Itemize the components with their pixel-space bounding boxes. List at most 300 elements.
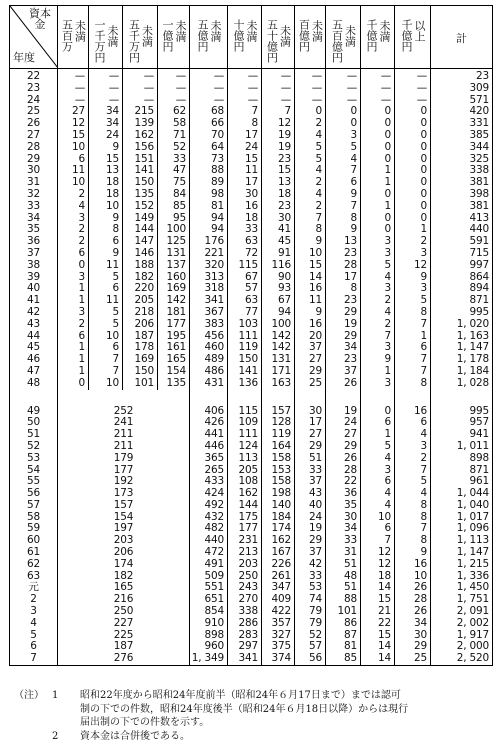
value-cell: 8 bbox=[295, 224, 326, 236]
value-cell: 141 bbox=[228, 366, 262, 378]
year-cell: 4 bbox=[10, 618, 58, 630]
value-cell: 142 bbox=[262, 342, 295, 354]
value-cell: 9 bbox=[295, 236, 326, 248]
value-cell: 37 bbox=[326, 366, 361, 378]
value-cell: 47 bbox=[158, 165, 190, 177]
value-cell: — bbox=[361, 95, 395, 107]
value-cell: 6 bbox=[58, 154, 89, 166]
value-cell: 2 bbox=[295, 177, 326, 189]
value-cell: 5 bbox=[295, 154, 326, 166]
spacer-cell bbox=[326, 390, 361, 406]
value-cell: 3 bbox=[326, 130, 361, 142]
value-cell: 8 bbox=[395, 378, 431, 390]
value-cell: 157 bbox=[262, 406, 295, 418]
value-cell: 37 bbox=[295, 476, 326, 488]
value-cell: 162 bbox=[262, 535, 295, 547]
value-cell: 125 bbox=[158, 236, 190, 248]
value-cell: 136 bbox=[228, 378, 262, 390]
value-cell: 9 bbox=[326, 224, 361, 236]
total-cell: 420 bbox=[431, 106, 493, 118]
year-cell: 26 bbox=[10, 118, 58, 130]
value-cell: 8 bbox=[89, 224, 123, 236]
value-cell: 171 bbox=[262, 366, 295, 378]
value-cell: — bbox=[228, 83, 262, 95]
value-cell: 9 bbox=[361, 354, 395, 366]
year-cell: 38 bbox=[10, 260, 58, 272]
table-row bbox=[10, 130, 493, 142]
value-cell: 29 bbox=[295, 535, 326, 547]
value-cell: 176 bbox=[190, 236, 228, 248]
value-cell: — bbox=[295, 69, 326, 83]
merged-value-cell: 182 bbox=[58, 571, 190, 583]
value-cell: 0 bbox=[361, 118, 395, 130]
value-cell: 19 bbox=[326, 319, 361, 331]
value-cell: 162 bbox=[123, 130, 158, 142]
value-cell: 17 bbox=[228, 177, 262, 189]
value-cell: 5 bbox=[326, 142, 361, 154]
spacer-cell bbox=[10, 390, 58, 406]
value-cell: 11 bbox=[58, 165, 89, 177]
total-cell: 1, 917 bbox=[431, 630, 493, 642]
value-cell: 10 bbox=[58, 177, 89, 189]
value-cell: 15 bbox=[262, 165, 295, 177]
value-cell: 375 bbox=[262, 641, 295, 653]
value-cell: 297 bbox=[228, 641, 262, 653]
value-cell: 0 bbox=[361, 130, 395, 142]
value-cell: 1 bbox=[361, 429, 395, 441]
value-cell: 181 bbox=[158, 307, 190, 319]
value-cell: 16 bbox=[395, 406, 431, 418]
value-cell: 90 bbox=[262, 272, 295, 284]
year-cell: 3 bbox=[10, 606, 58, 618]
footnote-text: 昭和22年度から昭和24年度前半（昭和24年６月17日まで）までは認可 bbox=[80, 690, 401, 701]
value-cell: 270 bbox=[228, 594, 262, 606]
value-cell: 960 bbox=[190, 641, 228, 653]
value-cell: 3 bbox=[58, 307, 89, 319]
value-cell: 84 bbox=[158, 189, 190, 201]
merged-value-cell: 203 bbox=[58, 535, 190, 547]
value-cell: 2 bbox=[295, 118, 326, 130]
total-cell: 1, 044 bbox=[431, 488, 493, 500]
value-cell: 2 bbox=[58, 319, 89, 331]
year-cell: 52 bbox=[10, 441, 58, 453]
value-cell: 51 bbox=[326, 559, 361, 571]
col-header-2: 未満 一千万円 bbox=[89, 6, 123, 69]
value-cell: 6 bbox=[89, 342, 123, 354]
value-cell: 243 bbox=[228, 582, 262, 594]
value-cell: — bbox=[89, 95, 123, 107]
value-cell: 0 bbox=[361, 154, 395, 166]
value-cell: 8 bbox=[395, 512, 431, 524]
total-cell: 331 bbox=[431, 118, 493, 130]
total-cell: 715 bbox=[431, 248, 493, 260]
value-cell: 2 bbox=[395, 236, 431, 248]
value-cell: 9 bbox=[295, 307, 326, 319]
value-cell: 135 bbox=[123, 189, 158, 201]
year-cell: 6 bbox=[10, 641, 58, 653]
total-cell: 325 bbox=[431, 154, 493, 166]
value-cell: 86 bbox=[326, 618, 361, 630]
total-cell: 440 bbox=[431, 224, 493, 236]
value-cell: 64 bbox=[190, 142, 228, 154]
value-cell: 111 bbox=[228, 331, 262, 343]
value-cell: 0 bbox=[395, 189, 431, 201]
value-cell: 1 bbox=[361, 201, 395, 213]
value-cell: 213 bbox=[228, 547, 262, 559]
value-cell: — bbox=[326, 69, 361, 83]
value-cell: 286 bbox=[228, 618, 262, 630]
value-cell: 19 bbox=[295, 523, 326, 535]
value-cell: 154 bbox=[158, 366, 190, 378]
value-cell: 15 bbox=[58, 130, 89, 142]
value-cell: 116 bbox=[262, 260, 295, 272]
merged-value-cell: 154 bbox=[58, 512, 190, 524]
value-cell: 58 bbox=[158, 118, 190, 130]
value-cell: 492 bbox=[190, 500, 228, 512]
total-cell: 398 bbox=[431, 189, 493, 201]
value-cell: 551 bbox=[190, 582, 228, 594]
value-cell: 63 bbox=[228, 236, 262, 248]
value-cell: 7 bbox=[395, 465, 431, 477]
value-cell: 491 bbox=[190, 559, 228, 571]
value-cell: 3 bbox=[395, 248, 431, 260]
group-spacer bbox=[10, 390, 493, 406]
value-cell: — bbox=[58, 83, 89, 95]
total-cell: 591 bbox=[431, 236, 493, 248]
value-cell: 215 bbox=[123, 106, 158, 118]
total-cell: 1, 336 bbox=[431, 571, 493, 583]
value-cell: 509 bbox=[190, 571, 228, 583]
value-cell: 52 bbox=[295, 630, 326, 642]
value-cell: 283 bbox=[228, 630, 262, 642]
merged-value-cell: 227 bbox=[58, 618, 190, 630]
value-cell: 4 bbox=[395, 488, 431, 500]
merged-value-cell: 173 bbox=[58, 488, 190, 500]
value-cell: 29 bbox=[326, 331, 361, 343]
value-cell: 37 bbox=[295, 342, 326, 354]
value-cell: 1 bbox=[58, 354, 89, 366]
value-cell: — bbox=[89, 69, 123, 83]
year-cell: 24 bbox=[10, 95, 58, 107]
total-cell: 2, 002 bbox=[431, 618, 493, 630]
value-cell: 7 bbox=[395, 523, 431, 535]
value-cell: 119 bbox=[228, 342, 262, 354]
value-cell: 8 bbox=[395, 307, 431, 319]
value-cell: 101 bbox=[326, 606, 361, 618]
value-cell: 17 bbox=[228, 130, 262, 142]
value-cell: 27 bbox=[295, 429, 326, 441]
merged-value-cell: 206 bbox=[58, 547, 190, 559]
value-cell: 128 bbox=[262, 417, 295, 429]
value-cell: 3 bbox=[361, 236, 395, 248]
value-cell: 140 bbox=[262, 500, 295, 512]
footnotes bbox=[14, 689, 494, 743]
value-cell: 10 bbox=[395, 571, 431, 583]
value-cell: 24 bbox=[89, 130, 123, 142]
value-cell: 4 bbox=[361, 488, 395, 500]
value-cell: 365 bbox=[190, 453, 228, 465]
value-cell: 94 bbox=[190, 213, 228, 225]
value-cell: — bbox=[262, 83, 295, 95]
value-cell: — bbox=[158, 83, 190, 95]
value-cell: 383 bbox=[190, 319, 228, 331]
table-row bbox=[10, 653, 493, 665]
value-cell: 33 bbox=[295, 465, 326, 477]
value-cell: 115 bbox=[228, 260, 262, 272]
total-cell: 1, 751 bbox=[431, 594, 493, 606]
spacer-cell bbox=[262, 390, 295, 406]
value-cell: 98 bbox=[190, 189, 228, 201]
value-cell: 77 bbox=[228, 307, 262, 319]
value-cell: 115 bbox=[228, 406, 262, 418]
value-cell: 10 bbox=[295, 248, 326, 260]
value-cell: 20 bbox=[295, 331, 326, 343]
value-cell: 489 bbox=[190, 354, 228, 366]
value-cell: 2 bbox=[295, 201, 326, 213]
total-cell: 1, 017 bbox=[431, 512, 493, 524]
value-cell: 854 bbox=[190, 606, 228, 618]
year-cell: 40 bbox=[10, 283, 58, 295]
value-cell: 433 bbox=[190, 476, 228, 488]
value-cell: 12 bbox=[58, 118, 89, 130]
value-cell: 10 bbox=[89, 331, 123, 343]
value-cell: 0 bbox=[395, 118, 431, 130]
value-cell: 250 bbox=[228, 571, 262, 583]
footnote-number: 1 bbox=[52, 690, 59, 701]
value-cell: — bbox=[190, 95, 228, 107]
col-header-11: 以上 千億円 bbox=[395, 6, 431, 69]
value-cell: 8 bbox=[326, 213, 361, 225]
total-cell: 1, 178 bbox=[431, 354, 493, 366]
value-cell: 27 bbox=[326, 429, 361, 441]
value-cell: 5 bbox=[89, 307, 123, 319]
year-cell: 35 bbox=[10, 224, 58, 236]
value-cell: 0 bbox=[326, 118, 361, 130]
value-cell: 26 bbox=[326, 378, 361, 390]
value-cell: 0 bbox=[361, 224, 395, 236]
year-cell: 48 bbox=[10, 378, 58, 390]
value-cell: 5 bbox=[361, 441, 395, 453]
value-cell: 63 bbox=[228, 295, 262, 307]
year-cell: 28 bbox=[10, 142, 58, 154]
value-cell: 103 bbox=[228, 319, 262, 331]
total-cell: 1, 147 bbox=[431, 547, 493, 559]
value-cell: 21 bbox=[361, 606, 395, 618]
spacer-cell bbox=[228, 390, 262, 406]
table-body-group2 bbox=[10, 390, 493, 666]
total-cell: 1, 028 bbox=[431, 378, 493, 390]
value-cell: 231 bbox=[228, 535, 262, 547]
value-cell: 36 bbox=[326, 488, 361, 500]
value-cell: 142 bbox=[158, 295, 190, 307]
merged-value-cell: 165 bbox=[58, 582, 190, 594]
value-cell: 0 bbox=[361, 406, 395, 418]
year-cell: 63 bbox=[10, 571, 58, 583]
merged-value-cell: 216 bbox=[58, 594, 190, 606]
value-cell: — bbox=[262, 69, 295, 83]
value-cell: 169 bbox=[123, 354, 158, 366]
value-cell: 26 bbox=[395, 582, 431, 594]
value-cell: 0 bbox=[395, 130, 431, 142]
value-cell: 367 bbox=[190, 307, 228, 319]
value-cell: 94 bbox=[190, 224, 228, 236]
table-row bbox=[10, 319, 493, 331]
value-cell: 12 bbox=[262, 118, 295, 130]
value-cell: 0 bbox=[395, 201, 431, 213]
value-cell: 31 bbox=[326, 547, 361, 559]
total-cell: 2, 520 bbox=[431, 653, 493, 665]
year-cell: 57 bbox=[10, 500, 58, 512]
value-cell: 91 bbox=[262, 248, 295, 260]
value-cell: 1 bbox=[361, 165, 395, 177]
value-cell: 178 bbox=[123, 342, 158, 354]
value-cell: 482 bbox=[190, 523, 228, 535]
total-cell: 344 bbox=[431, 142, 493, 154]
year-cell: 45 bbox=[10, 342, 58, 354]
year-cell: 29 bbox=[10, 154, 58, 166]
value-cell: 9 bbox=[395, 547, 431, 559]
value-cell: 6 bbox=[361, 476, 395, 488]
value-cell: 0 bbox=[395, 213, 431, 225]
value-cell: 48 bbox=[326, 571, 361, 583]
value-cell: 100 bbox=[158, 224, 190, 236]
year-cell: 30 bbox=[10, 165, 58, 177]
value-cell: 30 bbox=[262, 213, 295, 225]
value-cell: 5 bbox=[395, 476, 431, 488]
spacer-cell bbox=[431, 390, 493, 406]
value-cell: 45 bbox=[262, 236, 295, 248]
year-cell: 2 bbox=[10, 594, 58, 606]
value-cell: 14 bbox=[295, 272, 326, 284]
value-cell: 27 bbox=[295, 354, 326, 366]
year-cell: 59 bbox=[10, 523, 58, 535]
value-cell: 33 bbox=[295, 571, 326, 583]
col-header-1: 未満 五百万 bbox=[58, 6, 89, 69]
value-cell: — bbox=[395, 95, 431, 107]
value-cell: 14 bbox=[361, 653, 395, 665]
value-cell: 81 bbox=[326, 641, 361, 653]
value-cell: 124 bbox=[228, 441, 262, 453]
total-cell: 961 bbox=[431, 476, 493, 488]
value-cell: — bbox=[190, 69, 228, 83]
value-cell: 14 bbox=[361, 641, 395, 653]
total-cell: 1, 147 bbox=[431, 342, 493, 354]
year-cell: 31 bbox=[10, 177, 58, 189]
value-cell: 4 bbox=[361, 272, 395, 284]
value-cell: 3 bbox=[58, 213, 89, 225]
value-cell: — bbox=[262, 95, 295, 107]
value-cell: 22 bbox=[361, 618, 395, 630]
value-cell: 206 bbox=[123, 319, 158, 331]
value-cell: 17 bbox=[326, 272, 361, 284]
value-cell: 16 bbox=[295, 283, 326, 295]
value-cell: 9 bbox=[89, 248, 123, 260]
value-cell: 141 bbox=[123, 165, 158, 177]
value-cell: 93 bbox=[262, 283, 295, 295]
total-cell: 338 bbox=[431, 165, 493, 177]
value-cell: 8 bbox=[395, 535, 431, 547]
value-cell: 153 bbox=[262, 465, 295, 477]
total-cell: 941 bbox=[431, 429, 493, 441]
value-cell: 158 bbox=[262, 453, 295, 465]
value-cell: 4 bbox=[295, 189, 326, 201]
value-cell: 3 bbox=[395, 441, 431, 453]
total-cell: 871 bbox=[431, 465, 493, 477]
value-cell: — bbox=[58, 95, 89, 107]
value-cell: 34 bbox=[395, 618, 431, 630]
table-row bbox=[10, 618, 493, 630]
table-row bbox=[10, 441, 493, 453]
value-cell: 53 bbox=[295, 582, 326, 594]
merged-value-cell: 252 bbox=[58, 406, 190, 418]
year-cell: 34 bbox=[10, 213, 58, 225]
spacer-cell bbox=[58, 390, 190, 406]
value-cell: 24 bbox=[295, 512, 326, 524]
footnote-text: 制の下での件数，昭和24年度後半（昭和24年６月18日以降）からは現行 bbox=[80, 703, 409, 715]
value-cell: 3 bbox=[361, 248, 395, 260]
value-cell: 15 bbox=[295, 260, 326, 272]
col-header-7: 未満 五十億円 bbox=[262, 6, 295, 69]
value-cell: 101 bbox=[123, 378, 158, 390]
merged-value-cell: 276 bbox=[58, 653, 190, 665]
year-cell: 42 bbox=[10, 307, 58, 319]
year-cell: 23 bbox=[10, 83, 58, 95]
value-cell: 72 bbox=[228, 248, 262, 260]
value-cell: 15 bbox=[361, 594, 395, 606]
year-cell: 61 bbox=[10, 547, 58, 559]
value-cell: 30 bbox=[228, 189, 262, 201]
value-cell: 226 bbox=[262, 559, 295, 571]
value-cell: 135 bbox=[158, 378, 190, 390]
value-cell: 7 bbox=[262, 106, 295, 118]
value-cell: 29 bbox=[326, 307, 361, 319]
col-header-3: 未満 五千万円 bbox=[123, 6, 158, 69]
value-cell: 111 bbox=[228, 429, 262, 441]
value-cell: 26 bbox=[326, 453, 361, 465]
table-row bbox=[10, 366, 493, 378]
value-cell: 2 bbox=[58, 224, 89, 236]
value-cell: 25 bbox=[295, 378, 326, 390]
value-cell: 0 bbox=[58, 378, 89, 390]
value-cell: 85 bbox=[158, 201, 190, 213]
value-cell: — bbox=[228, 95, 262, 107]
value-cell: 68 bbox=[190, 106, 228, 118]
value-cell: 167 bbox=[262, 547, 295, 559]
value-cell: 7 bbox=[89, 354, 123, 366]
value-cell: 10 bbox=[89, 201, 123, 213]
value-cell: 62 bbox=[158, 106, 190, 118]
value-cell: 12 bbox=[361, 559, 395, 571]
value-cell: 0 bbox=[395, 154, 431, 166]
value-cell: — bbox=[89, 83, 123, 95]
value-cell: 3 bbox=[58, 272, 89, 284]
year-cell: 25 bbox=[10, 106, 58, 118]
total-cell: 1, 040 bbox=[431, 500, 493, 512]
value-cell: 13 bbox=[262, 177, 295, 189]
value-cell: 18 bbox=[89, 177, 123, 189]
value-cell: 51 bbox=[295, 453, 326, 465]
value-cell: 220 bbox=[123, 283, 158, 295]
value-cell: 151 bbox=[123, 154, 158, 166]
value-cell: 42 bbox=[295, 559, 326, 571]
year-cell: 49 bbox=[10, 406, 58, 418]
value-cell: 184 bbox=[262, 512, 295, 524]
value-cell: 6 bbox=[361, 417, 395, 429]
value-cell: 426 bbox=[190, 417, 228, 429]
value-cell: 165 bbox=[158, 354, 190, 366]
total-cell: 1, 020 bbox=[431, 319, 493, 331]
value-cell: 29 bbox=[326, 441, 361, 453]
